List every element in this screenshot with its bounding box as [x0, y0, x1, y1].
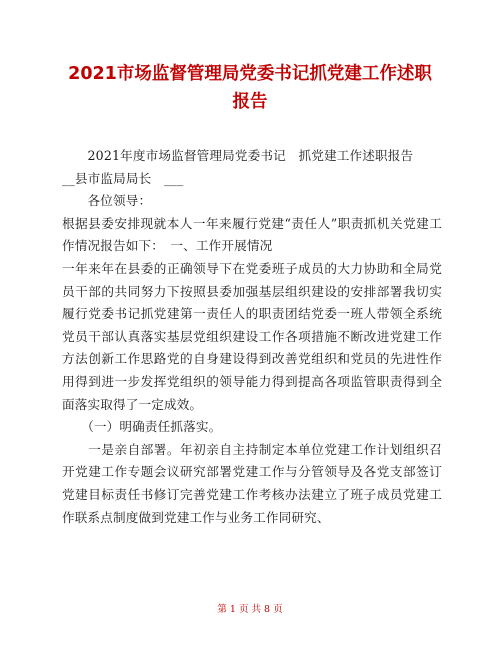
paragraph-report-heading: 2021年度市场监督管理局党委书记 抓党建工作述职报告 [62, 148, 414, 163]
paragraph-overview: 一年来年在县委的正确领导下在党委班子成员的大力协助和全局党员干部的共同努力下按照县委加强基层组织建设的安排部署我切实履行党委书记抓党建第一责任人的职责团结党委一班人带领全系统党员干部认真落实基层党组织建设工作各项措施不断改进党建工作方法创新工作思路党的自身建设得到改善党组织和党员的先进性作用得到进一步发挥党组织的领导能力得到提高各项监管职责得到全面落实取得了一定成效。 [62, 260, 442, 412]
title-line-2: 报告 [232, 92, 268, 112]
paragraph-author: __县市监局局长 ___ [62, 170, 184, 186]
page-number: 第 1 页 共 8 页 [217, 604, 283, 615]
paragraph-section-1-detail: 一是亲自部署。年初亲自主持制定本单位党建工作计划组织召开党建工作专题会议研究部署党建工作与分管领导及各党支部签订党建目标责任书修订完善党建工作考核办法建立了班子成员党建工作联系点制度做到党建工作与业务工作同研究、 [62, 441, 442, 525]
document-body [62, 145, 442, 529]
paragraph-intro: 根据县委安排现就本人一年来履行党建“责任人”职责抓机关党建工作情况报告如下： 一、工作开展情况 [62, 215, 442, 254]
document-title [60, 60, 440, 116]
title-line-1: 2021市场监督管理局党委书记抓党建工作述职 [68, 64, 432, 84]
paragraph-section-1: （一）明确责任抓落实。 [62, 419, 222, 435]
paragraph-salutation: 各位领导： [62, 193, 152, 209]
